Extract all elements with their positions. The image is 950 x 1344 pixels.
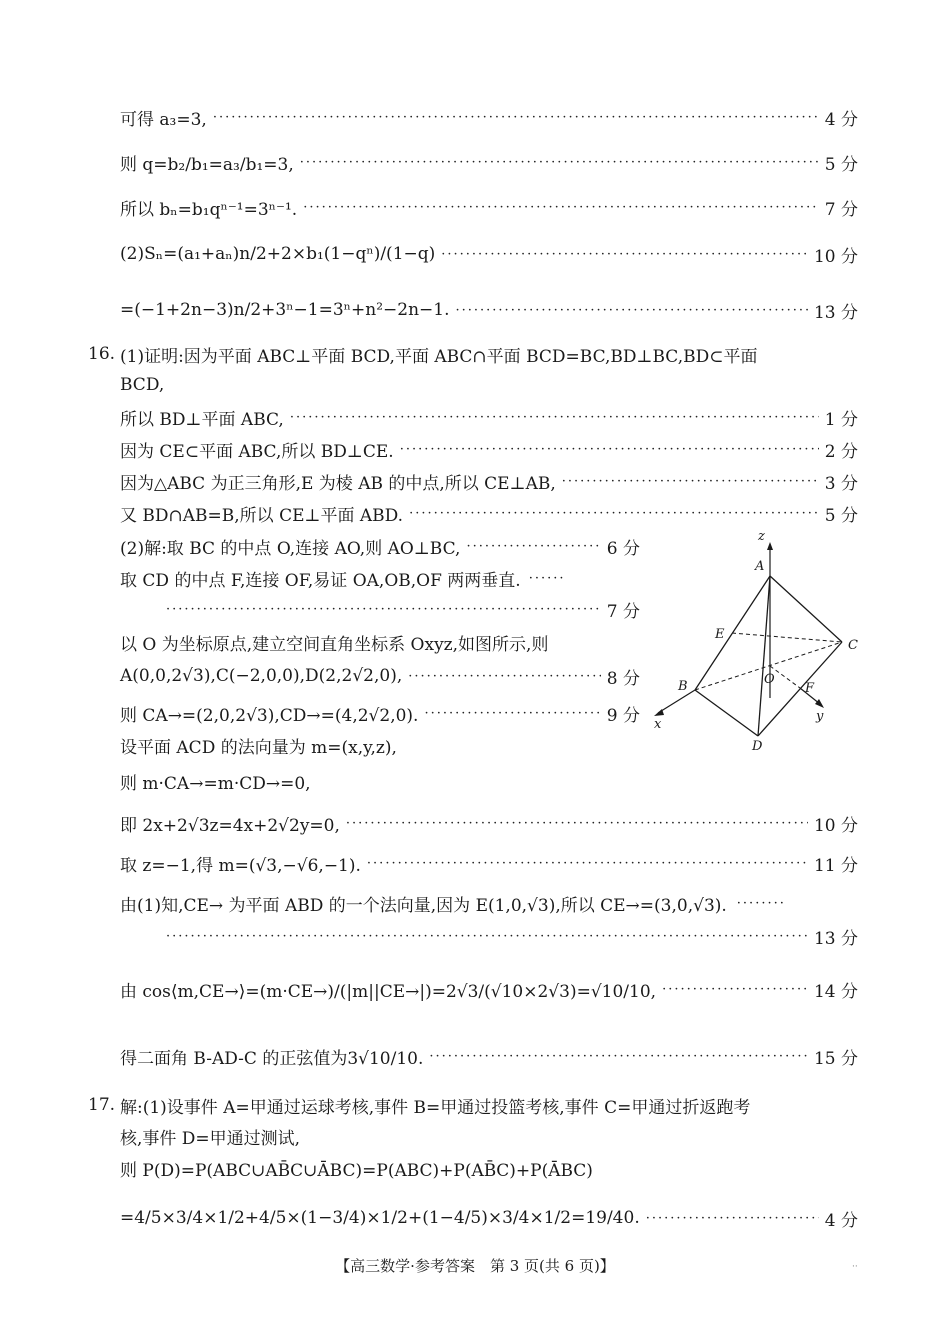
label-f: F	[805, 681, 815, 696]
question-number-16: 16.	[88, 344, 116, 364]
score: 8 分	[606, 668, 640, 689]
line-text: 由(1)知,CE→ 为平面 ABD 的一个法向量,因为 E(1,0,√3),所以 CE→=(3,0,√3).	[120, 895, 727, 916]
leader-dots	[409, 506, 819, 521]
leader-dots: ········	[736, 895, 786, 911]
line-ao-bc	[120, 532, 640, 560]
leader-dots	[346, 816, 808, 831]
line-bd-perp	[120, 403, 858, 431]
q17-intro: 解:(1)设事件 A=甲通过运球考核,事件 B=甲通过投篮考核,事件 C=甲通过折返跑考	[120, 1097, 751, 1118]
line-bd-ce	[120, 435, 858, 463]
ce-normal	[120, 889, 786, 917]
score: 6 分	[606, 538, 640, 559]
line-text: 则 q=b₂/b₁=a₃/b₁=3,	[120, 154, 294, 175]
normal-vector: 设平面 ACD 的法向量为 m=(x,y,z),	[120, 737, 397, 758]
label-z: z	[758, 529, 765, 544]
leader-dots: ······	[528, 570, 566, 586]
line-ce-plane	[120, 499, 858, 527]
line-text: 取 CD 的中点 F,连接 OF,易证 OA,OB,OF 两两垂直.	[120, 570, 521, 591]
line-text: =4/5×3/4×1/2+4/5×(1−3/4)×1/2+(1−4/5)×3/4×1/2=19/40.	[120, 1208, 640, 1228]
line-a3	[120, 103, 858, 131]
leader-dots	[213, 110, 819, 125]
leader-dots	[424, 706, 600, 721]
question-number-17: 17.	[88, 1095, 116, 1115]
score: 13 分	[813, 302, 858, 323]
score: 10 分	[813, 246, 858, 267]
label-b: B	[678, 679, 688, 694]
leader-dots	[646, 1211, 819, 1226]
score: 10 分	[813, 815, 858, 836]
score: 9 分	[606, 705, 640, 726]
score: 5 分	[824, 154, 858, 175]
score: 4 分	[824, 109, 858, 130]
edge-ad	[758, 576, 770, 736]
line-vectors	[120, 699, 640, 727]
z-axis-arrow-icon	[767, 542, 773, 550]
score: 2 分	[824, 441, 858, 462]
leader-dots	[400, 442, 819, 457]
score: 5 分	[824, 505, 858, 526]
line-dots-13	[160, 922, 858, 950]
score: 15 分	[813, 1048, 858, 1069]
score: 1 分	[824, 409, 858, 430]
label-c: C	[848, 638, 858, 653]
line-text: 因为 CE⊂平面 ABC,所以 BD⊥CE.	[120, 441, 394, 462]
q17-intro-cont: 核,事件 D=甲通过测试,	[120, 1128, 301, 1149]
label-a: A	[755, 559, 765, 574]
line-sine	[120, 1042, 858, 1070]
edge-bd	[695, 690, 758, 736]
leader-dots	[290, 410, 819, 425]
line-text: 得二面角 B-AD-C 的正弦值为3√10/10.	[120, 1048, 424, 1069]
score: 13 分	[813, 928, 858, 949]
line-sn	[120, 240, 858, 268]
line-cosine	[120, 975, 858, 1003]
line-text: 取 z=−1,得 m=(√3,−√6,−1).	[120, 855, 361, 876]
corner-mark: ··	[852, 1262, 858, 1272]
line-q	[120, 148, 858, 176]
x-axis	[658, 690, 695, 713]
leader-dots	[429, 1049, 808, 1064]
line-bn	[120, 193, 858, 221]
line-ce-ab	[120, 467, 858, 495]
leader-dots	[466, 539, 600, 554]
line-text: (2)解:取 BC 的中点 O,连接 AO,则 AO⊥BC,	[120, 538, 461, 559]
score: 11 分	[813, 855, 858, 876]
line-coords	[120, 662, 640, 690]
line-sn-result	[120, 296, 858, 324]
line-text: 所以 BD⊥平面 ABC,	[120, 409, 284, 430]
page-footer: 【高三数学·参考答案 第 3 页(共 6 页)】	[335, 1257, 615, 1275]
line-text: 可得 a₃=3,	[120, 109, 207, 130]
line-m-vector	[120, 849, 858, 877]
leader-dots	[662, 982, 808, 997]
leader-dots	[166, 929, 808, 944]
line-text: 因为△ABC 为正三角形,E 为棱 AB 的中点,所以 CE⊥AB,	[120, 473, 556, 494]
dot-product: 则 m·CA→=m·CD→=0,	[120, 773, 311, 794]
score: 7 分	[824, 199, 858, 220]
coordinate-setup: 以 O 为坐标原点,建立空间直角坐标系 Oxyz,如图所示,则	[120, 634, 549, 655]
take-cd-midpoint	[120, 564, 565, 592]
q16-intro: (1)证明:因为平面 ABC⊥平面 BCD,平面 ABC∩平面 BCD=BC,BD⊥BC,BD⊂平面	[120, 346, 758, 367]
leader-dots	[367, 856, 808, 871]
leader-dots	[408, 669, 601, 684]
line-text: =(−1+2n−3)n/2+3ⁿ−1=3ⁿ+n²−2n−1.	[120, 300, 450, 320]
leader-dots	[300, 155, 819, 170]
leader-dots	[441, 247, 808, 262]
leader-dots	[456, 303, 808, 318]
line-text: 所以 bₙ=b₁qⁿ⁻¹=3ⁿ⁻¹.	[120, 199, 298, 220]
line-text: (2)Sₙ=(a₁+aₙ)n/2+2×b₁(1−qⁿ)/(1−q)	[120, 244, 436, 264]
label-d: D	[752, 739, 763, 753]
leader-dots	[562, 474, 819, 489]
label-y: y	[816, 709, 824, 724]
line-dots-7	[160, 595, 640, 623]
line-text: 由 cos⟨m,CE→⟩=(m·CE→)/(|m||CE→|)=2√3/(√10×2√3)=√10/10,	[120, 981, 657, 1002]
score: 3 分	[824, 473, 858, 494]
q16-intro-cont: BCD,	[120, 375, 165, 395]
edge-ac	[770, 576, 842, 642]
label-e: E	[715, 627, 725, 642]
line-text: A(0,0,2√3),C(−2,0,0),D(2,2√2,0),	[120, 666, 403, 686]
tetrahedron-figure	[640, 528, 870, 753]
label-o: O	[764, 672, 775, 687]
label-x: x	[654, 717, 662, 732]
q17-probability: 则 P(D)=P(ABC∪AB̄C∪ĀBC)=P(ABC)+P(AB̄C)+P(ĀBC)	[120, 1160, 593, 1181]
line-text: 则 CA→=(2,0,2√3),CD→=(4,2√2,0).	[120, 705, 419, 726]
segment-ce-hidden	[732, 633, 842, 642]
line-equations	[120, 809, 858, 837]
line-text: 即 2x+2√3z=4x+2√2y=0,	[120, 815, 340, 836]
score: 7 分	[606, 601, 640, 622]
leader-dots	[303, 200, 819, 215]
line-probability-result	[120, 1204, 858, 1232]
leader-dots	[166, 602, 601, 617]
line-text: 又 BD∩AB=B,所以 CE⊥平面 ABD.	[120, 505, 404, 526]
score: 4 分	[824, 1210, 858, 1231]
score: 14 分	[813, 981, 858, 1002]
